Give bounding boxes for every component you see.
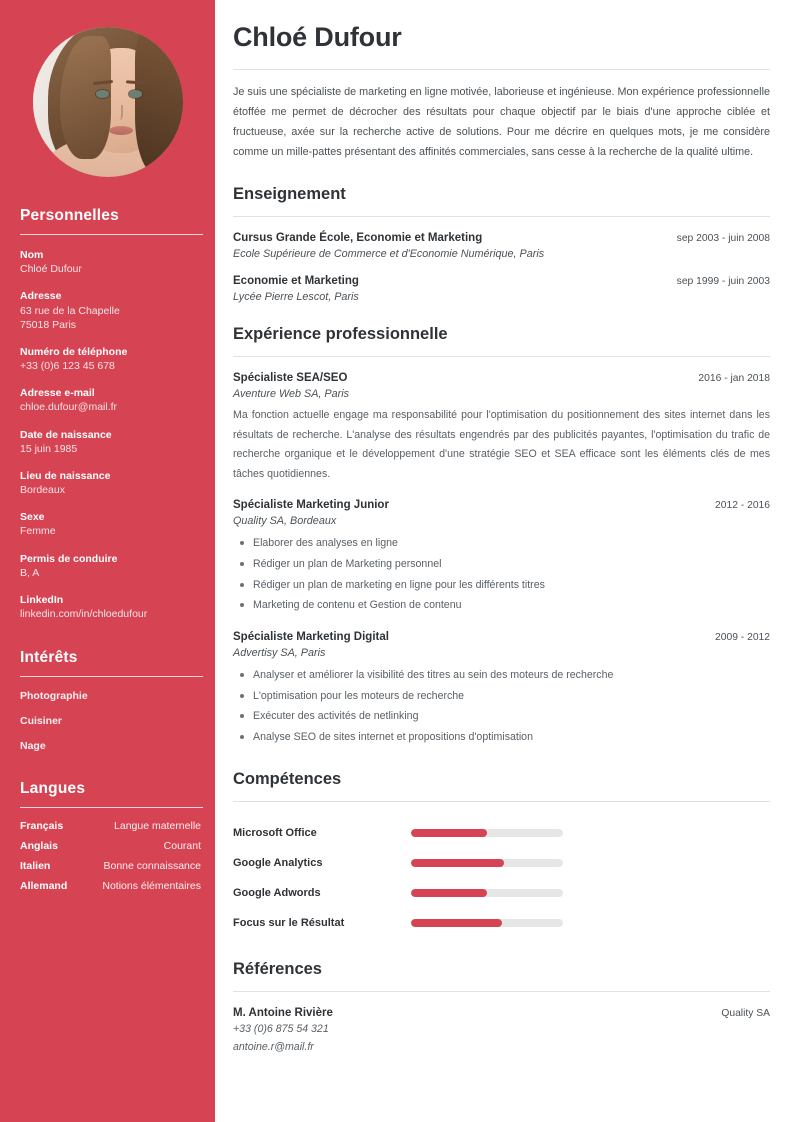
reference-name: M. Antoine Rivière: [233, 1006, 333, 1019]
language-row: [20, 856, 201, 876]
personal-label-permis: Permis de conduire: [20, 552, 118, 565]
personal-value-telephone: +33 (0)6 123 45 678: [20, 360, 115, 373]
education-entry-head: [233, 275, 770, 287]
reference-entry-head: [233, 1007, 770, 1019]
page-title: Chloé Dufour: [233, 22, 402, 52]
skill-progress-track: [411, 859, 563, 867]
languages-list: [0, 816, 215, 896]
skill-row: [233, 908, 770, 938]
experience-bullet: Rédiger un plan de marketing en ligne pour les différents titres: [233, 575, 770, 596]
personal-label-telephone: Numéro de téléphone: [20, 345, 128, 358]
personal-item-date-naissance: [20, 428, 201, 456]
photo-eye-left: [96, 90, 110, 98]
language-level: Courant: [163, 840, 201, 853]
skill-row: [233, 848, 770, 878]
education-institution: Lycée Pierre Lescot, Paris: [233, 290, 359, 303]
language-name: Allemand: [20, 880, 68, 893]
header-divider: [233, 69, 770, 70]
reference-company: Quality SA: [721, 1007, 770, 1019]
personal-value-email[interactable]: chloe.dufour@mail.fr: [20, 401, 118, 414]
sidebar-section-title-personal: Personnelles: [20, 207, 119, 224]
personal-value-adresse-line1: 63 rue de la Chapelle: [20, 304, 120, 317]
experience-bullet: Exécuter des activités de netlinking: [233, 706, 770, 727]
personal-item-lieu-naissance: [20, 469, 201, 497]
skill-row: [233, 878, 770, 908]
education-degree: Economie et Marketing: [233, 274, 359, 287]
experience-entry: [233, 499, 770, 616]
language-level: Langue maternelle: [114, 820, 201, 833]
personal-item-nom: [20, 248, 201, 276]
profile-photo-wrap: [0, 0, 215, 177]
personal-value-linkedin[interactable]: linkedin.com/in/chloedufour: [20, 608, 148, 621]
experience-date: 2016 - jan 2018: [698, 372, 770, 384]
personal-value-sexe: Femme: [20, 525, 56, 538]
skill-name: Google Adwords: [233, 886, 321, 899]
photo-hair-right: [135, 30, 183, 174]
language-level: Notions élémentaires: [102, 880, 201, 893]
education-date: sep 1999 - juin 2003: [676, 275, 770, 287]
education-entry-head: [233, 232, 770, 244]
language-name: Français: [20, 820, 64, 833]
sidebar-divider-personal: [20, 234, 203, 235]
language-row: [20, 836, 201, 856]
personal-label-lieu-naissance: Lieu de naissance: [20, 469, 111, 482]
section-divider-experience: [233, 356, 770, 357]
languages-table: [20, 816, 201, 896]
photo-lips: [109, 126, 133, 135]
reference-email[interactable]: antoine.r@mail.fr: [233, 1041, 314, 1054]
skills-list: [233, 818, 770, 938]
skill-name: Google Analytics: [233, 856, 323, 869]
experience-bullet: Elaborer des analyses en ligne: [233, 533, 770, 554]
sidebar-section-title-interests: Intérêts: [20, 649, 78, 667]
personal-details-list: [0, 248, 215, 621]
personal-value-date-naissance: 15 juin 1985: [20, 442, 78, 455]
section-divider-education: [233, 216, 770, 217]
skill-progress-fill: [411, 829, 487, 837]
experience-bullet: Analyser et améliorer la visibilité des titres au sein des moteurs de recherche: [233, 665, 770, 686]
personal-item-permis: [20, 552, 201, 580]
photo-nose: [115, 105, 123, 120]
experience-bullet-list: [233, 533, 770, 616]
profile-summary: Je suis une spécialiste de marketing en ligne motivée, laborieuse et ingénieuse. Mon expérience professionnelle étoffée me permet de décrocher des résultats pour chaque objectif par le biais d'une approche ciblée et fructueuse, axée sur la recherche active de solutions. Pour me décrire en quelques mots, je me considère comme un mille-pattes présentant des affinités commerciales, sans cesse à la recherche de la qualité ultime.: [233, 86, 770, 158]
experience-role: Spécialiste Marketing Junior: [233, 499, 389, 512]
section-title-experience: Expérience professionnelle: [233, 324, 448, 343]
experience-entry: [233, 631, 770, 748]
sidebar-section-title-languages: Langues: [20, 780, 86, 798]
experience-date: 2009 - 2012: [715, 631, 770, 643]
education-entry: [233, 232, 770, 260]
personal-label-linkedin: LinkedIn: [20, 593, 64, 606]
education-date: sep 2003 - juin 2008: [676, 232, 770, 244]
skill-progress-track: [411, 919, 563, 927]
skill-name: Microsoft Office: [233, 826, 317, 839]
experience-bullet: Marketing de contenu et Gestion de contenu: [233, 595, 770, 616]
skill-name: Focus sur le Résultat: [233, 916, 345, 929]
language-row: [20, 876, 201, 896]
experience-description: Ma fonction actuelle engage ma responsabilité pour l'optimisation du positionnement des sites internet dans les résultats de recherche. L'analyse des résultats engendrés par des publicités payantes, l'optimisation du trafic de recherche organique et le développement d'une stratégie SEO et SEA efficace sont les éléments clés de mes tâches quotidiennes.: [233, 408, 770, 480]
section-divider-references: [233, 991, 770, 992]
personal-value-adresse-line2: 75018 Paris: [20, 318, 77, 331]
experience-company: Aventure Web SA, Paris: [233, 387, 350, 400]
personal-label-date-naissance: Date de naissance: [20, 428, 112, 441]
reference-entry: [233, 1007, 770, 1057]
photo-eye-right: [129, 90, 143, 98]
experience-bullet: Analyse SEO de sites internet et propositions d'optimisation: [233, 727, 770, 748]
education-entry: [233, 275, 770, 303]
personal-value-adresse: [20, 304, 201, 332]
personal-value-lieu-naissance: Bordeaux: [20, 484, 65, 497]
experience-role: Spécialiste Marketing Digital: [233, 630, 389, 643]
personal-item-email: [20, 386, 201, 414]
experience-role: Spécialiste SEA/SEO: [233, 371, 348, 384]
interest-item: Cuisiner: [20, 715, 63, 728]
sidebar-divider-interests: [20, 676, 203, 677]
section-title-education: Enseignement: [233, 184, 346, 203]
personal-label-nom: Nom: [20, 249, 44, 261]
interests-list: [0, 690, 215, 752]
skill-row: [233, 818, 770, 848]
language-level: Bonne connaissance: [103, 860, 201, 873]
personal-label-sexe: Sexe: [20, 511, 45, 524]
experience-entry: [233, 372, 770, 484]
personal-value-permis: B, A: [20, 566, 40, 579]
experience-entry-head: [233, 499, 770, 511]
section-title-references: Références: [233, 959, 322, 978]
section-title-skills: Compétences: [233, 769, 342, 788]
personal-item-adresse: [20, 289, 201, 332]
experience-entry-head: [233, 372, 770, 384]
profile-photo: [33, 27, 183, 177]
experience-bullet: L'optimisation pour les moteurs de recherche: [233, 686, 770, 707]
interest-item: Photographie: [20, 690, 88, 703]
personal-label-email: Adresse e-mail: [20, 387, 95, 400]
experience-bullet: Rédiger un plan de Marketing personnel: [233, 554, 770, 575]
personal-item-telephone: [20, 345, 201, 373]
skill-progress-fill: [411, 859, 504, 867]
personal-value-nom: Chloé Dufour: [20, 263, 82, 276]
skill-progress-fill: [411, 889, 487, 897]
skill-progress-track: [411, 829, 563, 837]
skill-progress-fill: [411, 919, 502, 927]
experience-date: 2012 - 2016: [715, 500, 770, 512]
experience-company: Advertisy SA, Paris: [233, 646, 326, 659]
skill-progress-track: [411, 889, 563, 897]
language-name: Anglais: [20, 840, 58, 853]
personal-label-adresse: Adresse: [20, 290, 62, 303]
reference-phone: +33 (0)6 875 54 321: [233, 1022, 329, 1035]
experience-bullet-list: [233, 665, 770, 748]
education-institution: Ecole Supérieure de Commerce et d'Economie Numérique, Paris: [233, 247, 545, 260]
language-name: Italien: [20, 860, 51, 873]
education-degree: Cursus Grande École, Economie et Marketing: [233, 231, 483, 244]
section-divider-skills: [233, 801, 770, 802]
sidebar-divider-languages: [20, 807, 203, 808]
interest-item: Nage: [20, 740, 46, 753]
sidebar: [0, 0, 215, 1122]
language-row: [20, 816, 201, 836]
personal-item-sexe: [20, 510, 201, 538]
experience-company: Quality SA, Bordeaux: [233, 515, 337, 528]
main-content: [215, 0, 793, 1122]
experience-entry-head: [233, 631, 770, 643]
personal-item-linkedin: [20, 593, 201, 621]
